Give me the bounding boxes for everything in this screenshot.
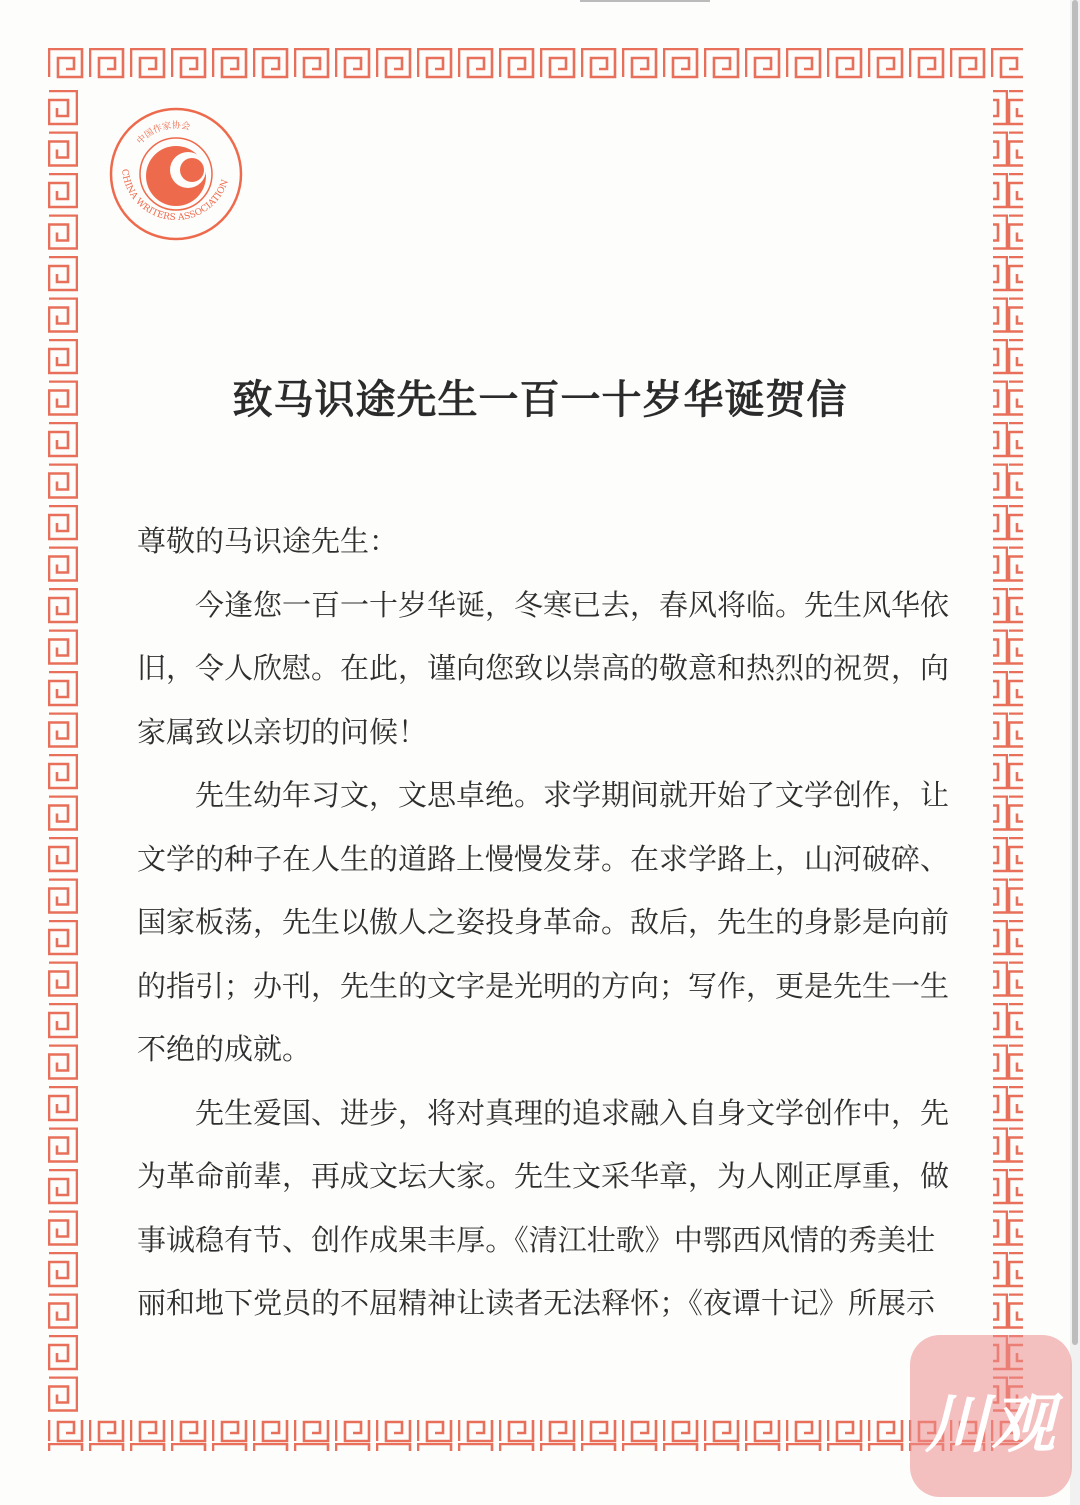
paragraph-1 — [137, 584, 950, 775]
text-line: 今逢您一百一十岁华诞，冬寒已去，春风将临。先生风华依 — [195, 587, 950, 622]
text-line: 为革命前辈，再成文坛大家。先生文采华章，为人刚正厚重，做 — [137, 1159, 950, 1193]
text-line: 事诚稳有节、创作成果丰厚。《清江壮歌》中鄂西风情的秀美壮 — [137, 1222, 935, 1257]
text-line: 国家板荡，先生以傲人之姿投身革命。敌后，先生的身影是向前 — [137, 905, 950, 939]
letter-title: 致马识途先生一百一十岁华诞贺信 — [232, 376, 848, 423]
text-line: 丽和地下党员的不屈精神让读者无法释怀；《夜谭十记》所展示 — [137, 1286, 935, 1320]
text-line: 先生幼年习文，文思卓绝。求学期间就开始了文学创作，让 — [195, 778, 950, 812]
letter-body — [137, 520, 950, 1346]
chuanguan-watermark-logo — [910, 1335, 1072, 1497]
text-line: 先生爱国、进步，将对真理的追求融入自身文学创作中，先 — [195, 1095, 950, 1130]
text-line: 的指引；办刊，先生的文字是光明的方向；写作，更是先生一生 — [137, 968, 950, 1003]
svg-text:中国作家协会: 中国作家协会 — [135, 120, 191, 147]
watermark-text: 川观 — [925, 1388, 1057, 1462]
text-line: 旧，令人欣慰。在此，谨向您致以崇高的敬意和热烈的祝贺，向 — [137, 651, 950, 685]
text-line: 不绝的成就。 — [137, 1032, 312, 1066]
text-line: 家属致以亲切的问候！ — [137, 714, 428, 749]
paragraph-3 — [137, 1092, 950, 1346]
svg-text:CHINA WRITERS ASSOCIATION: CHINA WRITERS ASSOCIATION — [119, 168, 231, 224]
salutation: 尊敬的马识途先生： — [137, 524, 399, 558]
text-line: 文学的种子在人生的道路上慢慢发芽。在求学路上，山河破碎、 — [137, 841, 950, 876]
paragraph-2 — [137, 774, 950, 1092]
china-writers-association-logo — [108, 106, 244, 242]
